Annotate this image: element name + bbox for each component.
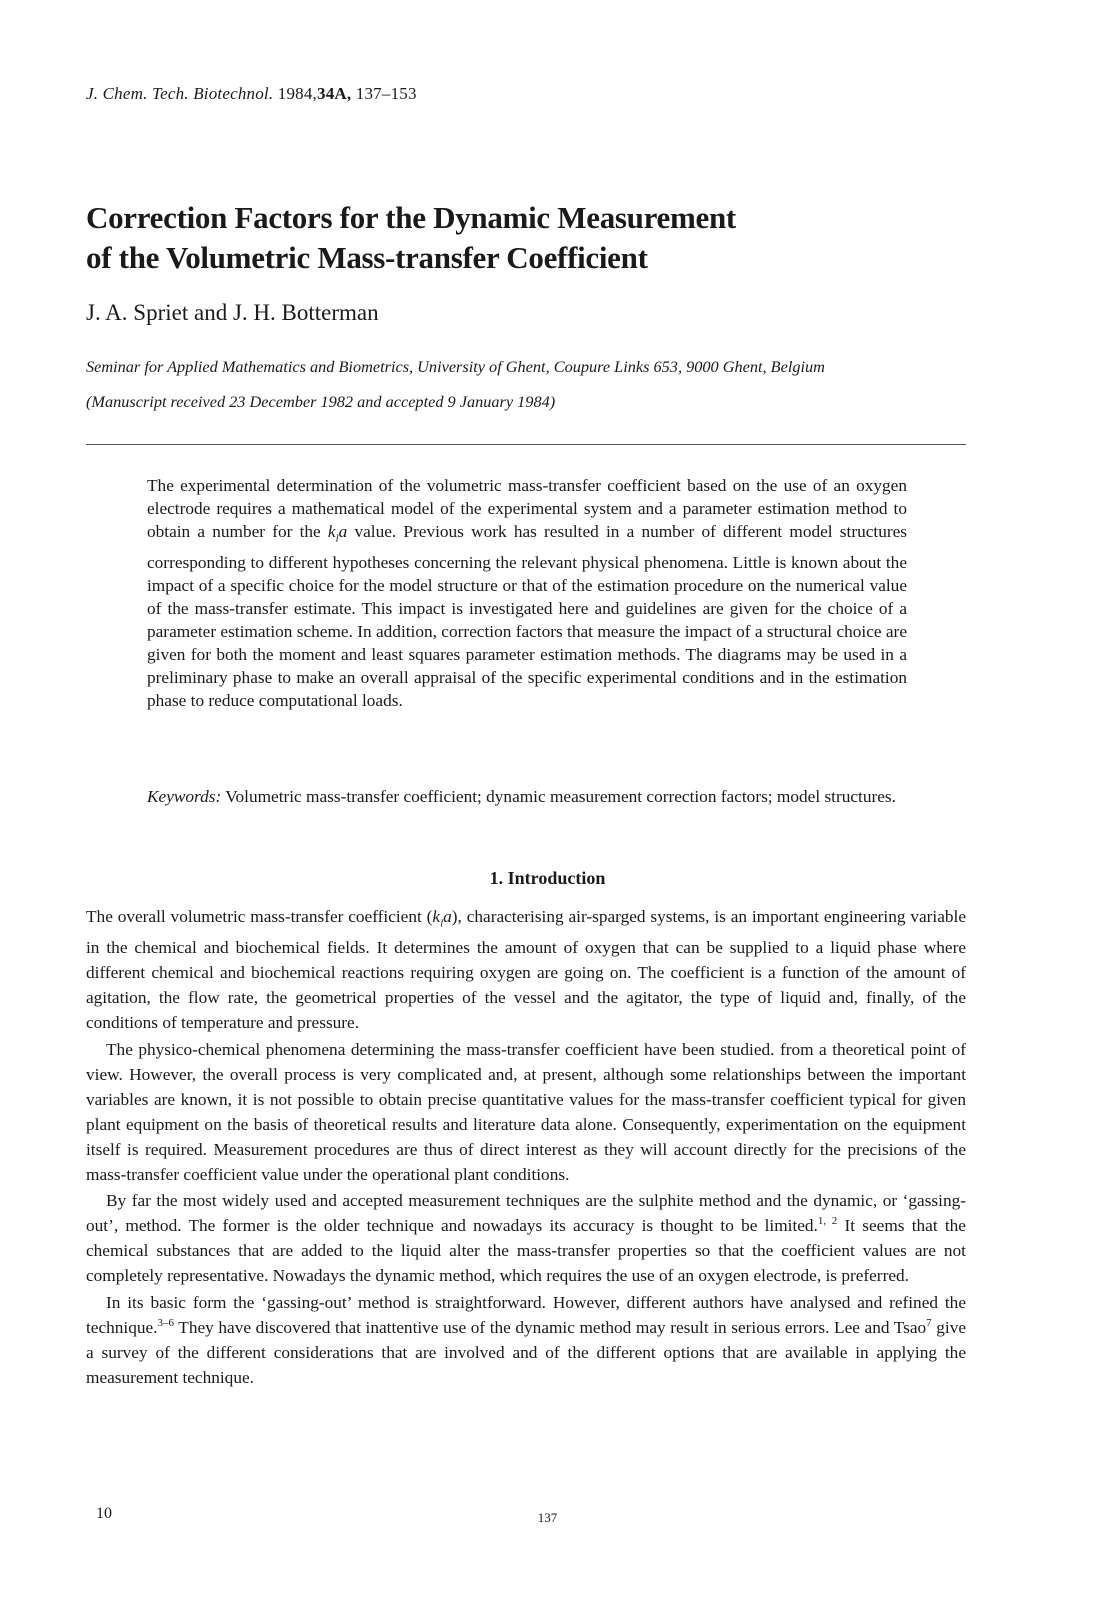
p4-end: give a survey of the different considerations that are involved and of the different options that are available in applying the measurement technique. — [86, 1317, 967, 1387]
abstract-text-end: value. Previous work has resulted in a number of different model structures corresponding to different hypotheses concerning the relevant physical phenomena. Little is known about the impact of a specific choice for the model structure or that of the estimation procedure on the numerical value of the mass-transfer estimate. This impact is investigated here and guidelines are given for the choice of a parameter estimation scheme. In addition, correction factors that measure the impact of a structural choice are given for both the moment and least squares parameter estimation methods. The diagrams may be used in a preliminary phase to make an overall appraisal of the specific experimental conditions and in the estimation phase to reduce computational loads. — [147, 522, 907, 711]
paragraph-4 — [86, 1291, 966, 1391]
section-heading: 1. Introduction — [489, 868, 606, 888]
affiliation: Seminar for Applied Mathematics and Biometrics, University of Ghent, Coupure Links 653, 9000 Ghent, Belgium — [86, 357, 825, 376]
page-number: 137 — [537, 1510, 558, 1525]
p4-middle: They have discovered that inattentive use of the dynamic method may result in serious errors. Lee and Tsao — [174, 1317, 927, 1337]
kla-inline — [432, 907, 452, 930]
p4-start: In its basic form the ‘gassing-out’ method is straightforward. However, different authors have analysed and refined the technique. — [86, 1293, 966, 1337]
footer-signature-number: 10 — [96, 1505, 112, 1522]
journal-pages: 137–153 — [355, 84, 417, 103]
title-line-2: of the Volumetric Mass-transfer Coefficient — [86, 240, 648, 275]
kla-a: a — [338, 522, 348, 542]
keywords-text: Volumetric mass-transfer coefficient; dynamic measurement correction factors; model structures. — [221, 787, 896, 806]
paragraph-3 — [86, 1189, 966, 1289]
p3-start: By far the most widely used and accepted measurement techniques are the sulphite method and the dynamic, or ‘gassing-out’, method. The former is the older technique and nowadays its accuracy is thought to be limited. — [86, 1191, 966, 1236]
received-dates: (Manuscript received 23 December 1982 and accepted 9 January 1984) — [86, 392, 556, 411]
p1-a: a — [443, 907, 452, 926]
title-line-1: Correction Factors for the Dynamic Measurement — [86, 200, 736, 235]
journal-name: J. Chem. Tech. Biotechnol. — [86, 84, 274, 103]
kla-symbol — [327, 522, 348, 545]
p3-citation: 1, 2 — [817, 1215, 838, 1228]
kla-k: k — [327, 522, 336, 542]
abstract — [147, 474, 907, 712]
abstract-paragraph — [147, 474, 907, 712]
p1-start: The overall volumetric mass-transfer coefficient ( — [86, 907, 433, 926]
p1-k: k — [432, 907, 441, 926]
kla-subscript: l — [335, 532, 339, 545]
journal-year: 1984, — [277, 84, 317, 103]
paper-title — [86, 198, 1026, 278]
p4-citation-1: 3–6 — [157, 1317, 174, 1330]
keywords — [147, 785, 907, 808]
p1-end: ), characterising air-sparged systems, is an important engineering variable in the chemical and biochemical fields. It determines the amount of oxygen that can be supplied to a liquid phase where different chemical and biochemical reactions requiring oxygen are going on. The coefficient is a function of the amount of agitation, the flow rate, the geometrical properties of the vessel and the agitator, the type of liquid and, finally, of the conditions of temperature and pressure. — [86, 907, 966, 1033]
paragraph-2: The physico-chemical phenomena determining the mass-transfer coefficient have been studied. from a theoretical point of view. However, the overall process is very complicated and, at present, although some relationships between the important variables are known, it is not possible to obtain precise quantitative values for the mass-transfer coefficient typical for given plant equipment on the basis of theoretical results and literature data alone. Consequently, experimentation on the equipment itself is required. Measurement procedures are thus of direct interest as they will account directly for the precisions of the mass-transfer coefficient value under the operational plant conditions. — [86, 1039, 966, 1184]
p3-end: It seems that the chemical substances that are added to the liquid alter the mass-transfer properties so that the coefficient values are not completely representative. Nowadays the dynamic method, which requires the use of an oxygen electrode, is preferred. — [86, 1216, 966, 1286]
p1-l: l — [440, 917, 444, 930]
body-text — [86, 905, 966, 1393]
header-divider — [86, 444, 966, 445]
journal-citation — [86, 84, 417, 104]
paragraph-1 — [86, 905, 966, 1036]
p4-citation-2: 7 — [926, 1317, 932, 1330]
authors: J. A. Spriet and J. H. Botterman — [86, 300, 379, 325]
journal-volume: 34A, — [317, 84, 352, 103]
abstract-text-start: The experimental determination of the volumetric mass-transfer coefficient based on the use of an oxygen electrode requires a mathematical model of the experimental system and a parameter estimation method to obtain a number for the — [147, 476, 907, 542]
keywords-label: Keywords: — [147, 787, 222, 806]
